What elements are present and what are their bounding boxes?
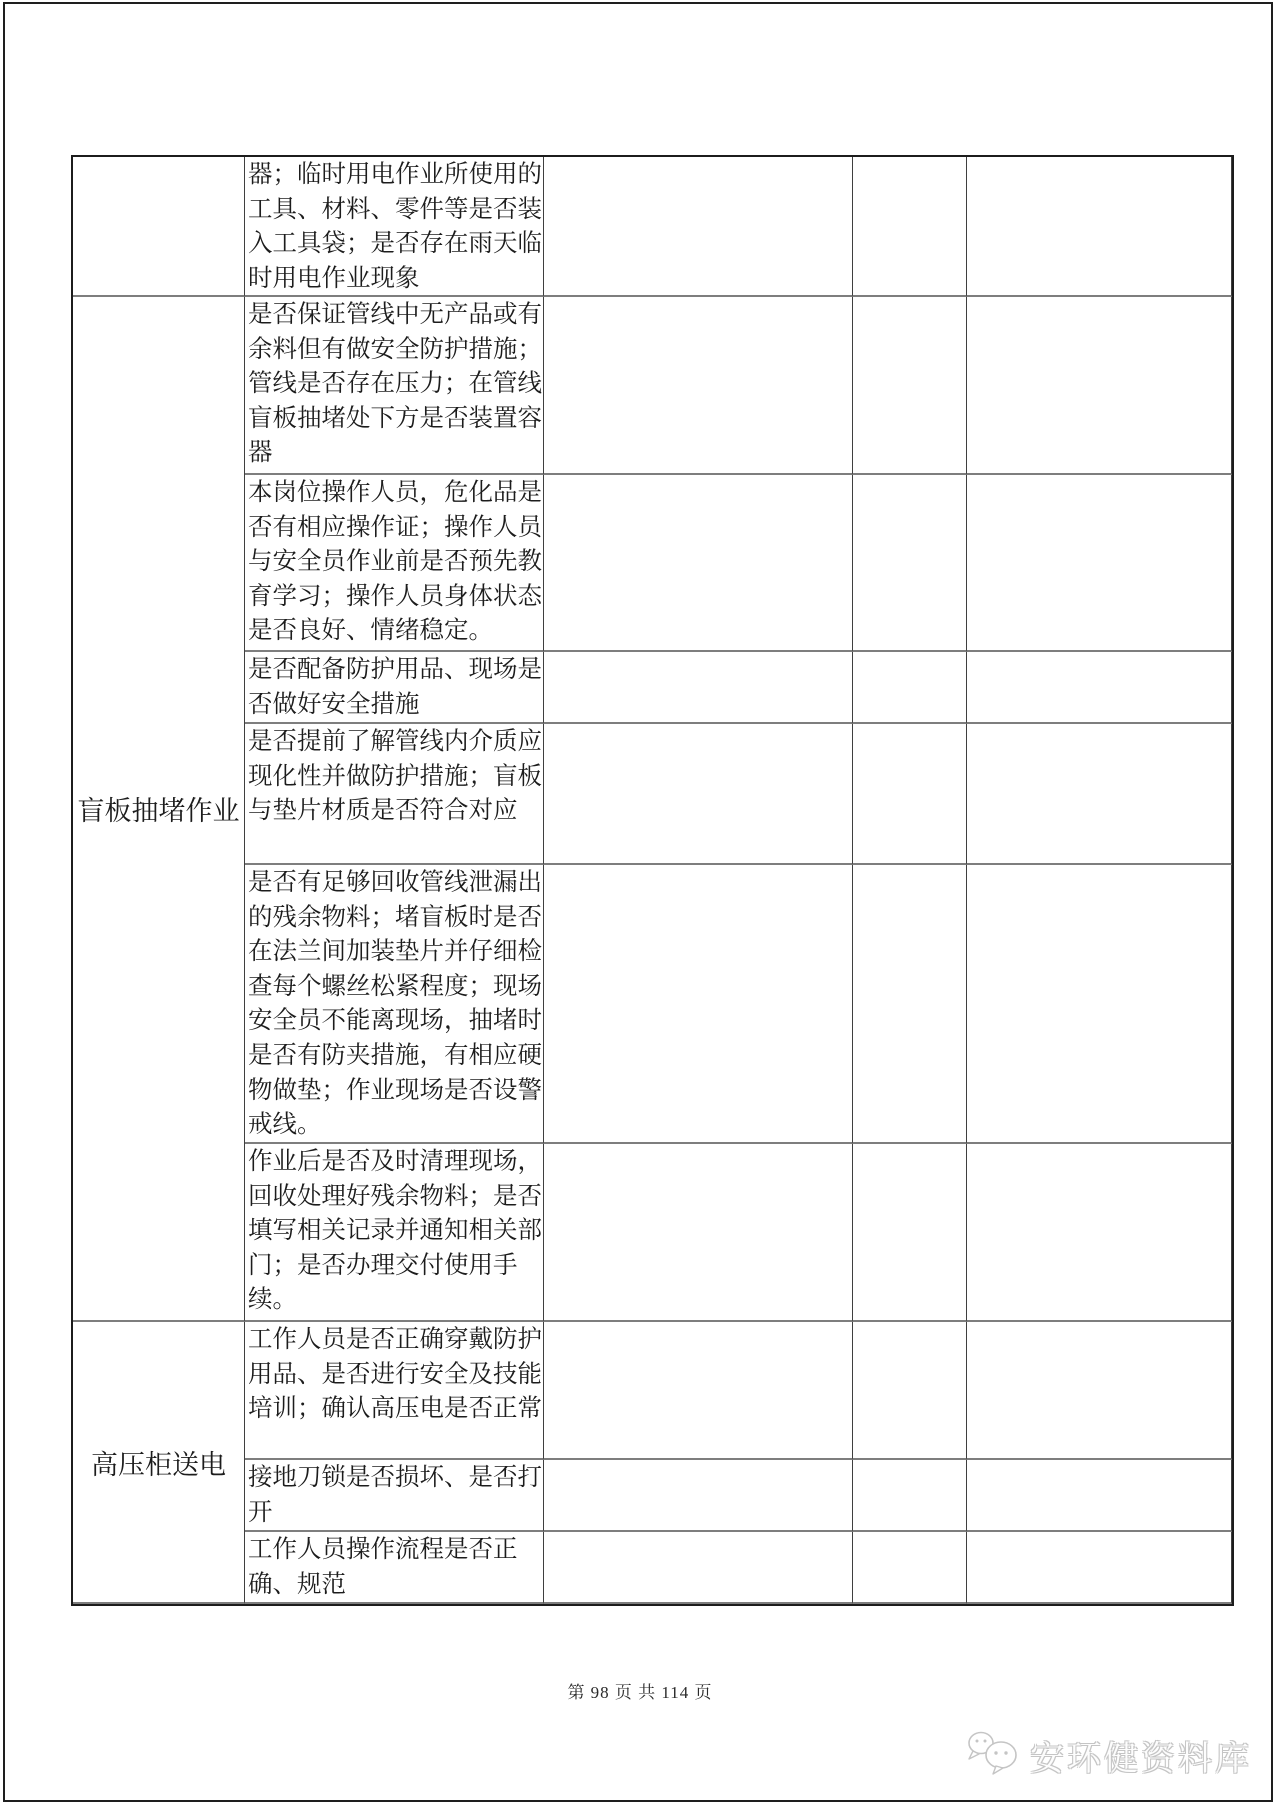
checklist-item-cell: 作业后是否及时清理现场，回收处理好残余物料；是否填写相关记录并通知相关部门；是否办理交付使用手续。	[245, 1144, 544, 1322]
chat-bubbles-icon	[966, 1730, 1020, 1781]
watermark	[966, 1730, 1252, 1781]
empty-cell	[544, 297, 853, 475]
empty-cell	[967, 297, 1232, 475]
empty-cell	[544, 475, 853, 652]
empty-cell	[967, 1460, 1232, 1532]
empty-cell	[853, 1532, 967, 1604]
category-cell-hv-cabinet: 高压柜送电	[73, 1322, 245, 1604]
empty-cell	[967, 1532, 1232, 1604]
empty-cell	[544, 157, 853, 297]
empty-cell	[544, 1144, 853, 1322]
empty-cell	[967, 1144, 1232, 1322]
checklist-item-cell: 工作人员操作流程是否正确、规范	[245, 1532, 544, 1604]
category-cell-continued	[73, 157, 245, 297]
checklist-item-cell: 是否提前了解管线内介质应现化性并做防护措施；盲板与垫片材质是否符合对应	[245, 724, 544, 865]
empty-cell	[967, 157, 1232, 297]
empty-cell	[544, 1532, 853, 1604]
checklist-table	[71, 155, 1234, 1606]
empty-cell	[967, 865, 1232, 1144]
empty-cell	[853, 297, 967, 475]
empty-cell	[853, 865, 967, 1144]
empty-cell	[967, 475, 1232, 652]
checklist-item-cell: 是否保证管线中无产品或有余料但有做安全防护措施；管线是否存在压力；在管线盲板抽堵处下方是否装置容器	[245, 297, 544, 475]
checklist-item-cell: 是否配备防护用品、现场是否做好安全措施	[245, 652, 544, 724]
category-cell-blind-plate: 盲板抽堵作业	[73, 297, 245, 1322]
empty-cell	[967, 1322, 1232, 1460]
empty-cell	[544, 1460, 853, 1532]
empty-cell	[853, 724, 967, 865]
checklist-item-cell: 器；临时用电作业所使用的工具、材料、零件等是否装入工具袋；是否存在雨天临时用电作业现象	[245, 157, 544, 297]
empty-cell	[853, 1144, 967, 1322]
watermark-text: 安环健资料库	[1030, 1741, 1252, 1778]
empty-cell	[544, 724, 853, 865]
empty-cell	[544, 652, 853, 724]
empty-cell	[544, 1322, 853, 1460]
empty-cell	[853, 157, 967, 297]
empty-cell	[967, 652, 1232, 724]
empty-cell	[544, 865, 853, 1144]
checklist-item-cell: 接地刀锁是否损坏、是否打开	[245, 1460, 544, 1532]
checklist-item-cell: 工作人员是否正确穿戴防护用品、是否进行安全及技能培训；确认高压电是否正常	[245, 1322, 544, 1460]
checklist-item-cell: 是否有足够回收管线泄漏出的残余物料；堵盲板时是否在法兰间加装垫片并仔细检查每个螺丝松紧程度；现场安全员不能离现场，抽堵时是否有防夹措施，有相应硬物做垫；作业现场是否设警戒线。	[245, 865, 544, 1144]
empty-cell	[853, 1460, 967, 1532]
empty-cell	[967, 724, 1232, 865]
empty-cell	[853, 1322, 967, 1460]
page-footer: 第 98 页 共 114 页	[567, 1683, 713, 1702]
empty-cell	[853, 475, 967, 652]
empty-cell	[853, 652, 967, 724]
checklist-item-cell: 本岗位操作人员，危化品是否有相应操作证；操作人员与安全员作业前是否预先教育学习；操作人员身体状态是否良好、情绪稳定。	[245, 475, 544, 652]
